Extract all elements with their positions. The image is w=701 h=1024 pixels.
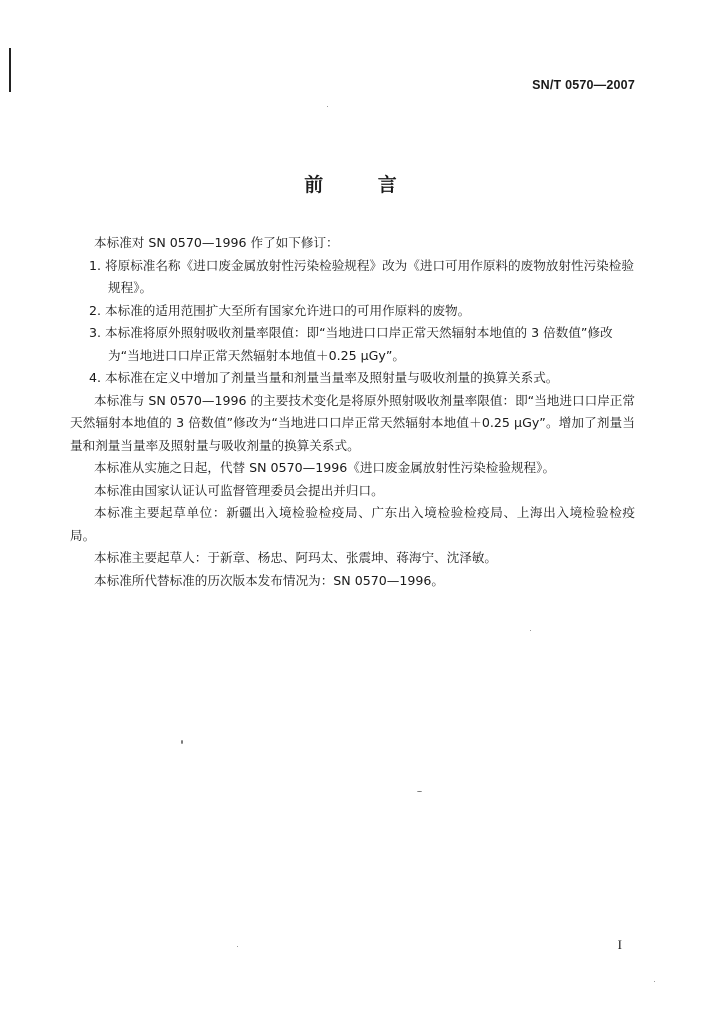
proposed-paragraph: 本标准由国家认证认可监督管理委员会提出并归口。 xyxy=(94,482,384,498)
revision-item-1: 1. 将原标准名称《进口废金属放射性污染检验规程》改为《进口可用作原料的废物放射性污染检验规程》。 xyxy=(89,257,634,295)
replace-paragraph: 本标准从实施之日起，代替 SN 0570—1996《进口废金属放射性污染检验规程》。 xyxy=(94,460,556,475)
revision-item-2: 2. 本标准的适用范围扩大至所有国家允许进口的可用作原料的废物。 xyxy=(89,302,471,318)
page-title: 前 言 xyxy=(304,174,421,196)
history-paragraph: 本标准所代替标准的历次版本发布情况为：SN 0570—1996。 xyxy=(94,572,444,588)
scan-speck xyxy=(530,630,531,631)
revision-item-4: 4. 本标准在定义中增加了剂量当量和剂量当量率及照射量与吸收剂量的换算关系式。 xyxy=(89,370,559,385)
binding-rule xyxy=(9,48,11,92)
foreword-body xyxy=(70,232,635,592)
standard-code: SN/T 0570—2007 xyxy=(532,78,635,92)
tech-change-paragraph: 本标准与 SN 0570—1996 的主要技术变化是将原外照射吸收剂量率限值：即“当地进口口岸正常天然辐射本地值的 3 倍数值”修改为“当地进口口岸正常天然辐射本地值＋0.25 μGy”。增加了剂量当量和剂量当量率及照射量与吸收剂量的换算关系式。 xyxy=(70,392,635,453)
page-number: I xyxy=(617,937,622,952)
scan-speck xyxy=(181,740,183,744)
scan-speck xyxy=(417,791,422,792)
scan-speck xyxy=(654,981,655,982)
intro-paragraph: 本标准对 SN 0570—1996 作了如下修订： xyxy=(94,235,339,250)
scan-speck xyxy=(237,946,238,947)
revision-item-3: 3. 本标准将原外照射吸收剂量率限值：即“当地进口口岸正常天然辐射本地值的 3 倍数值”修改为“当地进口口岸正常天然辐射本地值＋0.25 μGy”。 xyxy=(89,325,613,363)
drafting-units-paragraph: 本标准主要起草单位：新疆出入境检验检疫局、广东出入境检验检疫局、上海出入境检验检疫局。 xyxy=(70,505,635,543)
scan-speck xyxy=(327,106,328,107)
drafters-paragraph: 本标准主要起草人：于新章、杨忠、阿玛太、张震坤、蒋海宁、沈泽敏。 xyxy=(94,550,497,565)
